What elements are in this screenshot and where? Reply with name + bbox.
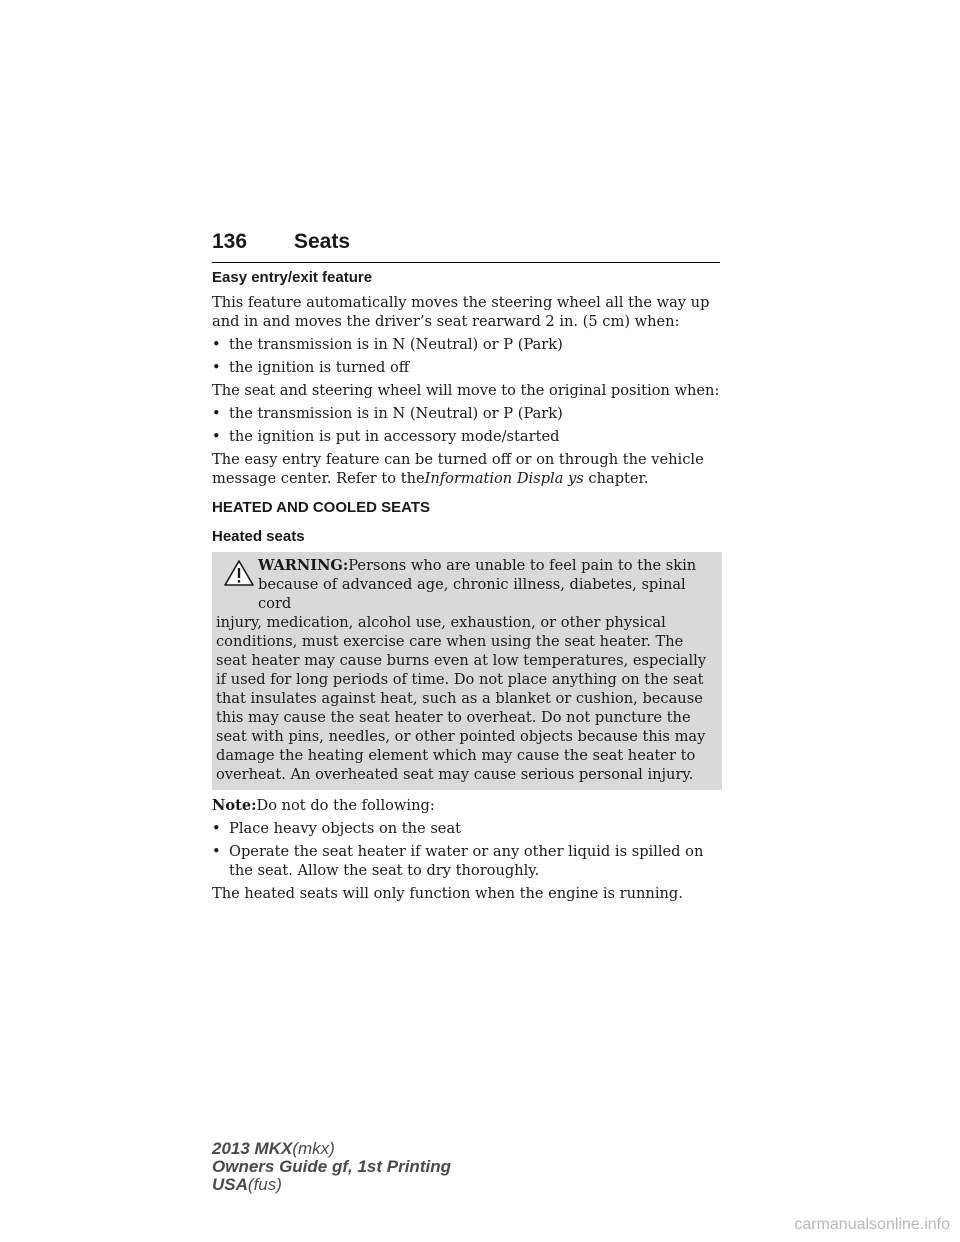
easy-entry-refer: The easy entry feature can be turned off or on through the vehicle message center. Refer to theInformation Displa ys chapter. [212, 451, 704, 487]
closing-text: The heated seats will only function when the engine is running. [212, 885, 683, 902]
warning-body: injury, medication, alcohol use, exhaustion, or other physical conditions, must exercise care when using the seat heater. The seat heater may cause burns even at low temperatures, especially if used for long periods of time. Do not place anything on the seat that insulates against heat, such as a blanket or cushion, because this may cause the seat heater to overheat. Do not puncture the seat with pins, needles, or other pointed objects because this may damage the heating element which may cause the seat heater to overheat. An overheated seat may cause serious personal injury. [216, 614, 707, 783]
watermark: carmanualsonline.info [794, 1216, 950, 1233]
list-item: • the ignition is turned off [212, 359, 410, 376]
page-header [212, 226, 720, 263]
warning-box [212, 552, 722, 790]
print-footer: 2013 MKX(mkx) Owners Guide gf, 1st Printing USA(fus) [212, 1139, 451, 1194]
easy-entry-return: The seat and steering wheel will move to the original position when: [212, 382, 720, 399]
list-item: • the transmission is in N (Neutral) or P (Park) [212, 405, 563, 422]
page-number: 136 [212, 230, 248, 253]
list-item: • the ignition is put in accessory mode/started [212, 428, 560, 445]
page-content [212, 268, 722, 907]
easy-entry-intro: This feature automatically moves the steering wheel all the way up and in and moves the driver’s seat rearward 2 in. (5 cm) when: [212, 294, 710, 330]
chapter-title: Seats [294, 230, 351, 253]
warning-intro: WARNING:Persons who are unable to feel pain to the skin because of advanced age, chronic illness, diabetes, spinal cord [258, 557, 697, 612]
note-label: Note: [212, 797, 257, 814]
easy-entry-heading: Easy entry/exit feature [212, 269, 373, 286]
warning-label: WARNING: [258, 557, 349, 574]
subsection-heading: Heated seats [212, 528, 305, 545]
note: Note:Do not do the following: [212, 797, 435, 814]
chapter-reference-link[interactable]: Information Displa ys [424, 470, 584, 487]
section-heading: HEATED AND COOLED SEATS [212, 499, 431, 516]
list-item: • Operate the seat heater if water or any other liquid is spilled on the seat. Allow the seat to dry thoroughly. [212, 843, 704, 879]
list-item: • the transmission is in N (Neutral) or P (Park) [212, 336, 563, 353]
list-item: • Place heavy objects on the seat [212, 820, 462, 837]
warning-triangle-icon [224, 560, 254, 586]
